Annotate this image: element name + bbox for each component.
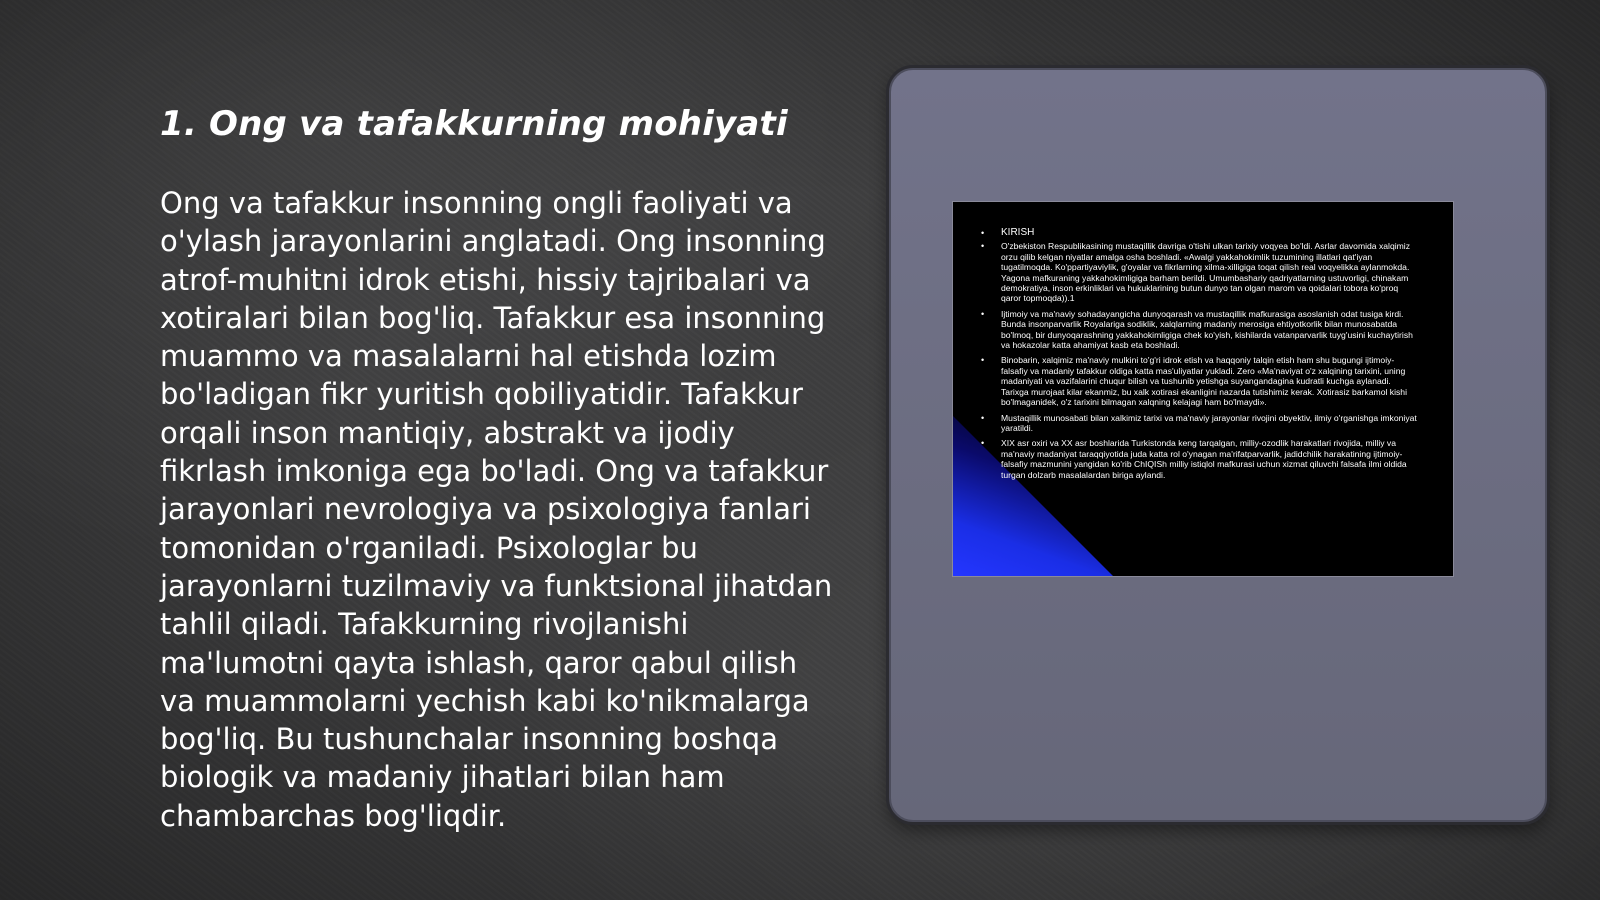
embedded-item-text: Binobarin, xalqimiz ma'naviy mulkini to'g'ri idrok etish va haqqoniy talqin etish ham shu bugungi ijtimoiy-falsafiy va madaniy tafakkur oldiga katta mas'uliyatlar yukladi. Zero «Ma'naviyat o'z xalqining tarixini, uning madaniyati va vazifalarini chuqur bilish va tushunib yetishga suyangandagina kudratli kuchga aylanadi. Tarixga murojaat kilar ekanmiz, bu xalk xotirasi ekanligini nazarda tutishimiz kerak. Xotirasiz barkamol kishi bo'lmaganidek, o'z tarixini bilmagan xalqning kelajagi ham bo'lmaydi». <box>1001 355 1407 408</box>
embedded-slide-item <box>977 355 1417 407</box>
embedded-slide-image <box>952 201 1454 577</box>
embedded-item-text: Mustaqillik munosabati bilan xalkimiz tarixi va ma'naviy jarayonlar rivojini obyektiv, ilmiy o'rganishga imkoniyat yaratildi. <box>1001 412 1417 433</box>
bullet-icon: • <box>981 355 985 366</box>
bullet-icon: • <box>981 438 985 449</box>
slide-title: 1. Ong va tafakkurning mohiyati <box>160 104 788 144</box>
embedded-item-text: O'zbekiston Respublikasining mustaqillik davriga o'tishi ulkan tarixiy voqyea bo'ldi. Asrlar davomida xalqimiz orzu qilib kelgan niyatlar amalga osha boshladi. «Awalgi yakkahokimlik tuzumining illatlari qat'iyan tugatilmoqda. Ko'ppartiyaviylik, g'oyalar va fikrlarning xilma-xilligiga toqat qilish real voqyelikka aylanmokda. Yagona mafkuraning yakkahokimligiga barham berildi. Umumbashariy qadriyatlarning ustuvorligi, chinakam demokratiya, inson erkinliklari va hukuklarining butun dunyo tan olgan marom va qoidalari tobora ko'proq qaror topmoqda)).1 <box>1001 241 1411 304</box>
embedded-item-text: KIRISH <box>1001 227 1035 238</box>
image-frame <box>889 68 1547 822</box>
embedded-slide-bullet-list <box>977 228 1417 485</box>
embedded-slide-heading <box>977 228 1417 238</box>
bullet-icon: • <box>981 412 985 423</box>
embedded-slide-item <box>977 309 1417 351</box>
embedded-item-text: XIX asr oxiri va XX asr boshlarida Turkistonda keng tarqalgan, milliy-ozodlik harakatlari rivojida, milliy va ma'naviy madaniyat taraqqiyotida juda katta rol o'ynagan ma'rifatparvarlik, jadidchilik harakatining ijtimoiy-falsafiy mazmunini yangidan ko'rib ChIQISh milliy istiqlol mafkurasi uchun xizmat qiluvchi falsafa ilmi oldida turgan dolzarb masalalardan biriga aylandi. <box>1001 438 1407 480</box>
embedded-slide-item <box>977 241 1417 303</box>
slide-body-text: Ong va tafakkur insonning ongli faoliyati va o'ylash jarayonlarini anglatadi. Ong insonning atrof-muhitni idrok etishi, hissiy tajribalari va xotiralari bilan bog'liq. Tafakkur esa insonning muammo va masalalarni hal etishda lozim bo'ladigan fikr yuritish qobiliyatidir. Tafakkur orqali inson mantiqiy, abstrakt va ijodiy fikrlash imkoniga ega bo'ladi. Ong va tafakkur jarayonlari nevrologiya va psixologiya fanlari tomonidan o'rganiladi. Psixologlar bu jarayonlarni tuzilmaviy va funktsional jihatdan tahlil qiladi. Tafakkurning rivojlanishi ma'lumotni qayta ishlash, qaror qabul qilish va muammolarni yechish kabi ko'nikmalarga bog'liq. Bu tushunchalar insonning boshqa biologik va madaniy jihatlari bilan ham chambarchas bog'liqdir. <box>160 186 833 833</box>
bullet-icon: • <box>981 241 985 252</box>
embedded-item-text: Ijtimoiy va ma'naviy sohadayangicha dunyoqarash va mustaqillik mafkurasiga asoslanish odat tusiga kirdi. Bunda insonparvarlik Royalariga sodiklik, xalqlarning madaniy merosiga ehtiyotkorlik bilan munosabatda bo'lmoq, bir dunyoqarashning yakkahokimligiga chek ko'yish, kishilarda vatanparvarlik tuyg'usini kuchaytirish va hokazolar katta ahamiyat kasb eta boshladi. <box>1001 308 1413 351</box>
embedded-slide-item <box>977 438 1417 480</box>
bullet-icon: • <box>981 308 985 319</box>
bullet-icon: • <box>981 228 985 238</box>
embedded-slide-item <box>977 413 1417 434</box>
